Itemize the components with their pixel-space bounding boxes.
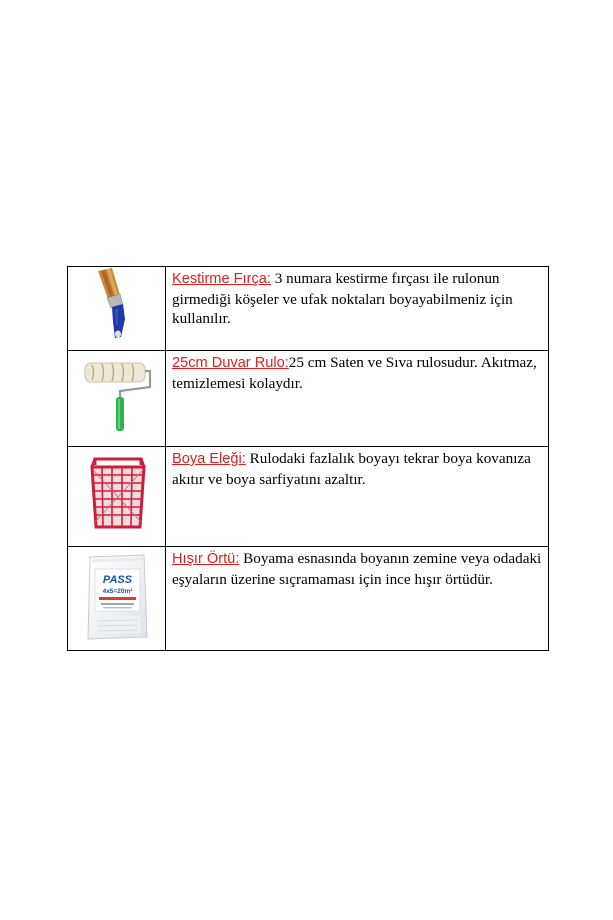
table-row bbox=[68, 267, 549, 351]
item-name: Kestirme Fırça: bbox=[172, 271, 271, 287]
description-cell bbox=[166, 547, 549, 651]
item-name: Hışır Örtü: bbox=[172, 551, 240, 567]
package-brand: PASS bbox=[102, 574, 133, 586]
table-row bbox=[68, 447, 549, 547]
item-name: 25cm Duvar Rulo: bbox=[172, 355, 289, 371]
item-description: 3 numara kestirme fırçası ile rulonun girmediği köşeler ve ufak noktaları boyayabilmeniz için kullanılır. bbox=[172, 270, 513, 327]
item-description: 25 cm Saten ve Sıva rulosudur. Akıtmaz, temizlemesi kolaydır. bbox=[172, 354, 537, 392]
image-cell bbox=[68, 447, 166, 547]
table-row bbox=[68, 547, 549, 651]
image-cell bbox=[68, 267, 166, 351]
product-table bbox=[67, 266, 549, 651]
description-cell bbox=[166, 447, 549, 547]
paint-brush-icon bbox=[68, 267, 165, 350]
image-cell bbox=[68, 351, 166, 447]
package-size: 4x5=20m² bbox=[102, 588, 133, 595]
item-description: Boyama esnasında boyanın zemine veya odadaki eşyaların üzerine sıçramaması için ince hışır örtüdür. bbox=[172, 550, 542, 588]
paint-grid-icon bbox=[68, 447, 165, 546]
drop-cloth-package-icon bbox=[68, 547, 165, 650]
item-description: Rulodaki fazlalık boyayı tekrar boya kovanıza akıtır ve boya sarfiyatını azaltır. bbox=[172, 450, 531, 488]
paint-roller-icon bbox=[68, 351, 165, 446]
description-cell bbox=[166, 351, 549, 447]
item-name: Boya Eleği: bbox=[172, 451, 246, 467]
description-cell bbox=[166, 267, 549, 351]
table-row bbox=[68, 351, 549, 447]
image-cell bbox=[68, 547, 166, 651]
